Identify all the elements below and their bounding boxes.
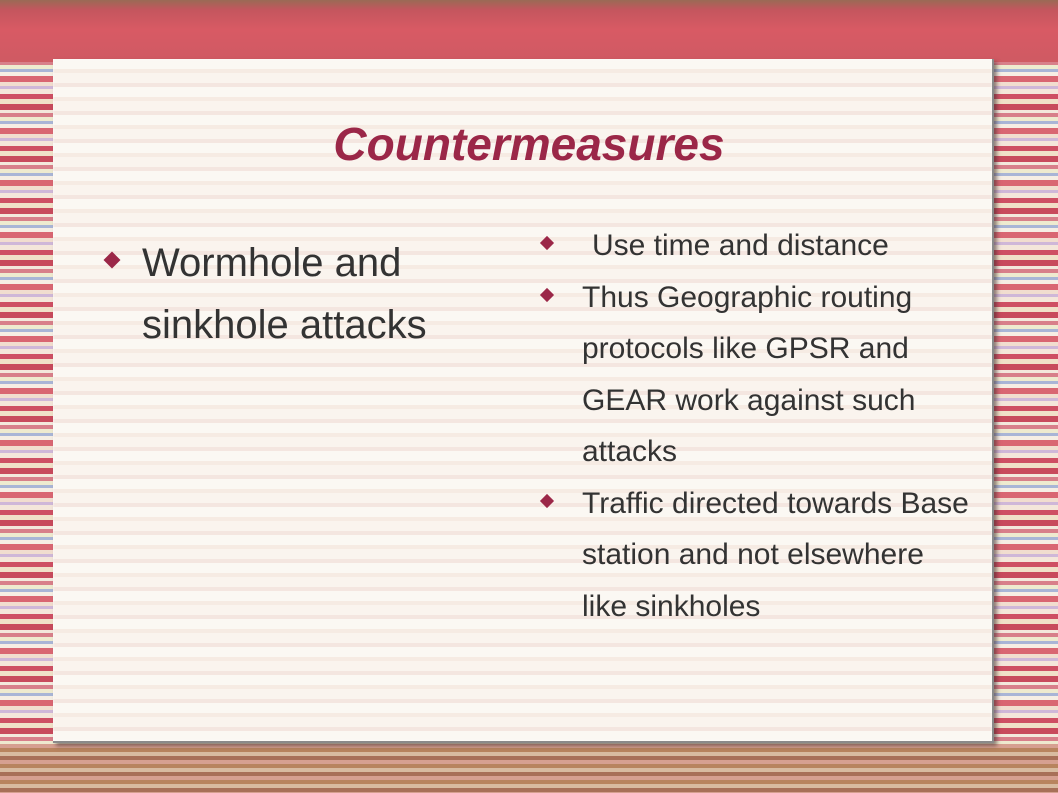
right-bullet-text: Use time and distance <box>592 229 889 262</box>
background-top-band <box>0 0 1058 62</box>
background-bottom-band <box>0 744 1058 793</box>
diamond-bullet-icon <box>540 493 554 507</box>
right-bullet-item <box>537 272 977 478</box>
right-bullet-item <box>537 478 977 633</box>
right-bullet-text: Traffic directed towards Base station and not elsewhere like sinkholes <box>582 486 969 623</box>
right-bullet-text: Thus Geographic routing protocols like GPSR and GEAR work against such attacks <box>582 280 916 468</box>
right-bullet-list <box>537 220 977 632</box>
slide-title: Countermeasures <box>333 118 725 170</box>
left-bullet-text: Wormhole and sinkhole attacks <box>142 241 427 347</box>
diamond-bullet-icon <box>540 236 554 250</box>
diamond-bullet-icon <box>540 287 554 301</box>
right-bullet-item <box>537 220 977 272</box>
